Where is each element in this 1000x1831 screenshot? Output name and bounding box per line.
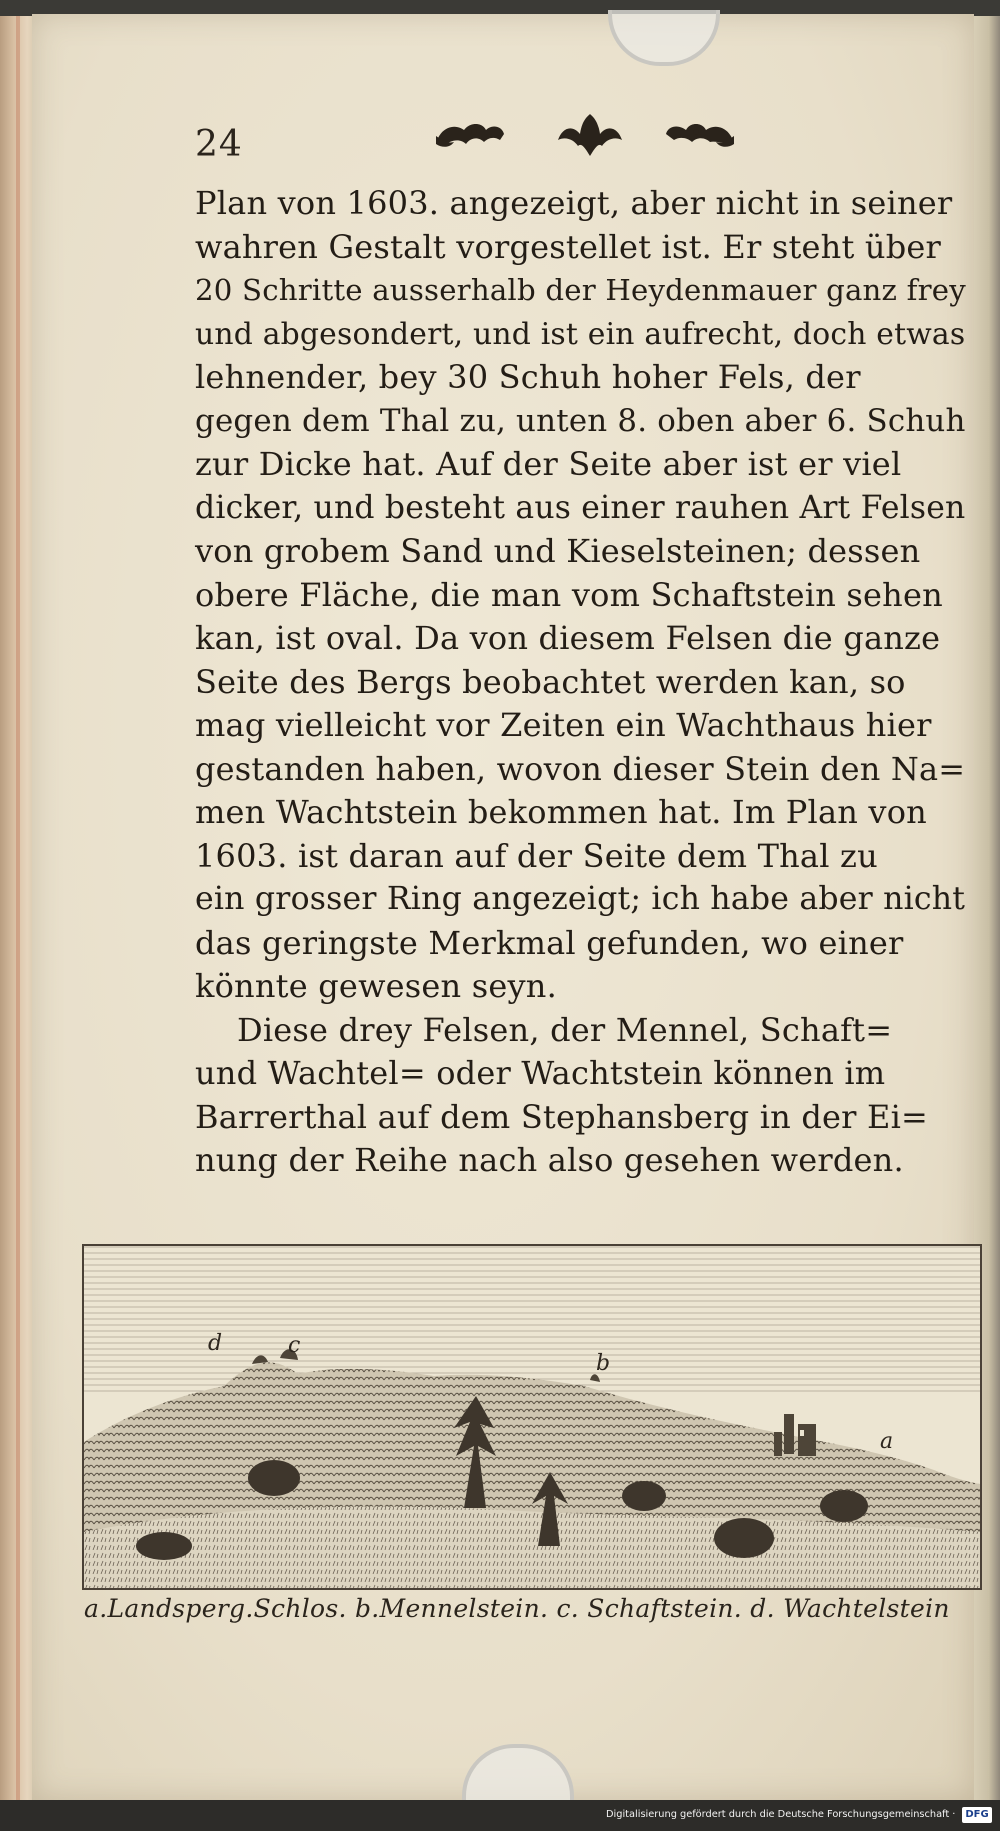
text-line: gegen dem Thal zu, unten 8. oben aber 6. Schuh	[195, 402, 966, 439]
text-line: men Wachtstein bekommen hat. Im Plan von	[195, 793, 927, 831]
text-line: ein grosser Ring angezeigt; ich habe aber nicht	[195, 881, 966, 917]
text-line: gestanden haben, wovon dieser Stein den Na=	[195, 749, 966, 788]
label-c: c	[288, 1333, 301, 1358]
text-line: nung der Reihe nach also gesehen werden.	[195, 1141, 904, 1179]
engraving-sky-hatching	[84, 1246, 980, 1396]
text-line: könnte gewesen seyn.	[195, 967, 557, 1005]
text-line: Seite des Bergs beobachtet werden kan, so	[195, 662, 906, 701]
text-line: mag vielleicht vor Zeiten ein Wachthaus hier	[195, 706, 932, 744]
page-body-text	[195, 182, 965, 1183]
text-line: 20 Schritte ausserhalb der Heydenmauer ganz frey	[195, 273, 966, 307]
text-line: wahren Gestalt vorgestellet ist. Er steht über	[195, 227, 942, 266]
text-line: obere Fläche, die man vom Schaftstein sehen	[195, 575, 943, 614]
floral-vignette-icon	[430, 110, 740, 162]
landscape-engraving	[82, 1244, 982, 1590]
text-line: zur Dicke hat. Auf der Seite aber ist er viel	[195, 445, 902, 483]
label-a: a	[880, 1429, 894, 1454]
dfg-logo-icon: DFG	[962, 1807, 992, 1823]
text-line: Diese drey Felsen, der Mennel, Schaft=	[237, 1010, 893, 1049]
page-number: 24	[195, 124, 243, 165]
text-line: das geringste Merkmal gefunden, wo einer	[195, 923, 904, 962]
digitization-credit: Digitalisierung gefördert durch die Deutsche Forschungsgemeinschaft ·	[606, 1809, 956, 1820]
label-b: b	[596, 1351, 611, 1376]
text-line: von grobem Sand und Kieselsteinen; dessen	[195, 532, 921, 570]
text-line: 1603. ist daran auf der Seite dem Thal zu	[195, 836, 878, 875]
figure-caption: a.Landsperg.Schlos. b.Mennelstein. c. Schaftstein. d. Wachtelstein	[84, 1594, 950, 1623]
book-left-edge	[0, 16, 34, 1800]
text-line: dicker, und besteht aus einer rauhen Art Felsen	[195, 489, 966, 526]
text-line: Plan von 1603. angezeigt, aber nicht in seiner	[195, 184, 953, 222]
text-line: lehnender, bey 30 Schuh hoher Fels, der	[195, 358, 861, 396]
text-line: und abgesondert, und ist ein aufrecht, doch etwas	[195, 316, 966, 352]
text-line: kan, ist oval. Da von diesem Felsen die ganze	[195, 619, 941, 657]
text-line: Barrerthal auf dem Stephansberg in der Ei=	[195, 1097, 929, 1136]
text-line: und Wachtel= oder Wachtstein können im	[195, 1054, 886, 1092]
label-d: d	[208, 1331, 223, 1356]
